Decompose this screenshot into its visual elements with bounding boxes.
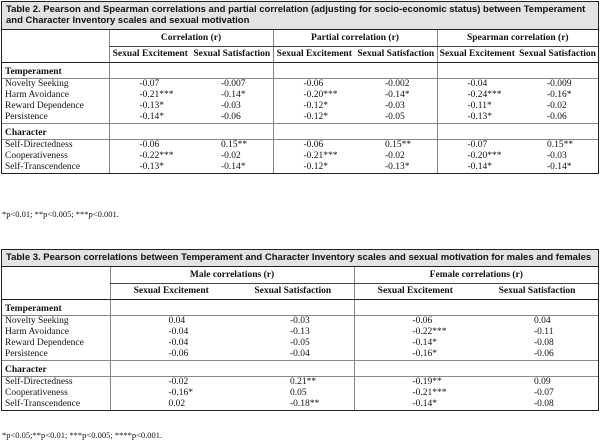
table-cell: -0.22*** (109, 151, 191, 162)
table-cell: -0.16* (547, 90, 572, 100)
table-2-group-header: Correlation (r) (109, 30, 273, 47)
table-cell: -0.04 (110, 327, 232, 338)
table-row (2, 388, 598, 399)
table-cell: -0.08 (534, 399, 554, 409)
section-title: Character (2, 361, 110, 377)
row-label: Cooperativeness (5, 388, 68, 398)
section-title: Temperament (2, 63, 109, 79)
table-cell: 0.15** (221, 140, 248, 150)
table-2-footnote: *p<0.01; **p<0.005; ***p<0.001. (2, 209, 119, 219)
table-cell: -0.06 (221, 112, 241, 122)
row-label: Self-Directedness (5, 140, 73, 150)
table-cell: -0.02 (221, 151, 241, 161)
table-row (2, 151, 598, 162)
table-cell: -0.02 (110, 377, 232, 389)
table-cell: -0.11* (437, 101, 517, 112)
table-3-column-header: Sexual Excitement (354, 284, 476, 300)
table-3-corner (2, 267, 110, 284)
table-cell: -0.04 (290, 349, 310, 359)
table-2-column-header: Sexual Satisfaction (355, 47, 437, 63)
table-3-column-header: Sexual Satisfaction (476, 284, 598, 300)
table-cell: -0.21*** (273, 151, 355, 162)
section-title: Temperament (2, 300, 110, 316)
table-cell: -0.06 (110, 349, 232, 361)
table-row (2, 140, 598, 152)
row-label: Harm Avoidance (5, 90, 69, 100)
table-3-column-header: Sexual Excitement (110, 284, 232, 300)
table-3-footnote: *p<0.05;**p<0.01; ***p<0.005; ****p<0.001. (2, 430, 163, 440)
table-cell: -0.06 (534, 349, 554, 359)
table-3-corner (2, 284, 110, 300)
table-cell: -0.009 (547, 79, 572, 89)
table-cell: -0.03 (221, 101, 241, 111)
table-2-caption: Table 2. Pearson and Spearman correlations and partial correlation (adjusting for socio-economic status) between Temperament and Character Inventory scales and sexual motivation (2, 2, 598, 30)
table-cell: -0.07 (109, 79, 191, 91)
table-cell: -0.21*** (354, 388, 476, 399)
table-cell: -0.007 (221, 79, 246, 89)
table-cell: -0.14* (385, 90, 410, 100)
table-cell: -0.03 (547, 151, 567, 161)
row-label: Reward Dependence (5, 338, 84, 348)
table-2-column-header: Sexual Satisfaction (191, 47, 273, 63)
row-label: Reward Dependence (5, 101, 84, 111)
table-cell: -0.13* (385, 162, 410, 172)
table-cell: -0.05 (290, 338, 310, 348)
table-2-column-header: Sexual Excitement (109, 47, 191, 63)
table-cell: -0.12* (273, 101, 355, 112)
table-cell: -0.07 (534, 388, 554, 398)
table-2-grid (2, 30, 598, 173)
table-cell: -0.03 (290, 316, 310, 326)
table-3 (1, 249, 599, 411)
table-cell: -0.13 (290, 327, 310, 337)
row-label: Persistence (5, 349, 48, 359)
row-label: Cooperativeness (5, 151, 68, 161)
row-label: Novelty Seeking (5, 316, 69, 326)
table-cell: 0.15** (385, 140, 412, 150)
table-cell: -0.14* (221, 90, 246, 100)
table-cell: 0.04 (110, 316, 232, 328)
table-cell: -0.002 (385, 79, 410, 89)
table-cell: -0.06 (354, 316, 476, 328)
table-cell: -0.06 (273, 140, 355, 152)
table-cell: 0.15** (547, 140, 574, 150)
table-cell: -0.14* (437, 162, 517, 173)
table-cell: -0.19** (354, 377, 476, 389)
table-cell: -0.21*** (109, 90, 191, 101)
table-cell: 0.09 (534, 377, 551, 387)
table-row (2, 101, 598, 112)
table-row (2, 399, 598, 410)
table-2-corner (2, 47, 109, 63)
table-cell: -0.13* (109, 101, 191, 112)
table-cell: -0.08 (534, 338, 554, 348)
table-row (2, 327, 598, 338)
table-cell: -0.24*** (437, 90, 517, 101)
table-row (2, 162, 598, 173)
table-row (2, 338, 598, 349)
table-cell: -0.14* (354, 399, 476, 410)
table-cell: -0.04 (437, 79, 517, 91)
row-label: Self-Transcendence (5, 399, 81, 409)
table-cell: -0.07 (437, 140, 517, 152)
table-cell: -0.02 (547, 101, 567, 111)
table-cell: -0.20*** (273, 90, 355, 101)
table-2 (1, 1, 599, 174)
table-2-column-header: Sexual Excitement (273, 47, 355, 63)
table-cell: -0.20*** (437, 151, 517, 162)
table-cell: -0.13* (109, 162, 191, 173)
row-label: Persistence (5, 112, 48, 122)
table-row (2, 349, 598, 361)
table-cell: -0.03 (385, 101, 405, 111)
table-cell: -0.02 (385, 151, 405, 161)
table-2-group-header: Spearman correlation (r) (437, 30, 598, 47)
table-cell: -0.13* (437, 112, 517, 124)
table-cell: -0.06 (273, 79, 355, 91)
table-cell: -0.11 (534, 327, 554, 337)
table-cell: -0.16* (354, 349, 476, 361)
table-row (2, 112, 598, 124)
table-cell: -0.14* (109, 112, 191, 124)
table-3-grid (2, 267, 598, 410)
table-cell: -0.12* (273, 112, 355, 124)
table-row (2, 316, 598, 328)
table-2-column-header: Sexual Satisfaction (517, 47, 598, 63)
table-cell: -0.14* (354, 338, 476, 349)
table-cell: -0.05 (385, 112, 405, 122)
table-cell: 0.05 (290, 388, 307, 398)
table-cell: 0.04 (534, 316, 551, 326)
row-label: Self-Transcendence (5, 162, 81, 172)
table-cell: -0.14* (547, 162, 572, 172)
table-3-group-header: Male correlations (r) (110, 267, 354, 284)
table-cell: -0.22*** (354, 327, 476, 338)
table-cell: 0.21** (290, 377, 317, 387)
table-3-caption: Table 3. Pearson correlations between Temperament and Character Inventory scales and sexual motivation for males and females (2, 250, 598, 267)
table-cell: -0.18** (290, 399, 320, 409)
table-2-column-header: Sexual Excitement (437, 47, 517, 63)
table-row (2, 90, 598, 101)
table-cell: -0.16* (110, 388, 232, 399)
table-3-column-header: Sexual Satisfaction (232, 284, 354, 300)
row-label: Harm Avoidance (5, 327, 69, 337)
table-2-group-header: Partial correlation (r) (273, 30, 437, 47)
table-cell: 0.02 (110, 399, 232, 410)
table-3-group-header: Female correlations (r) (354, 267, 598, 284)
table-row (2, 79, 598, 91)
table-cell: -0.04 (110, 338, 232, 349)
row-label: Self-Directedness (5, 377, 73, 387)
table-2-corner (2, 30, 109, 47)
table-cell: -0.14* (221, 162, 246, 172)
table-cell: -0.12* (273, 162, 355, 173)
row-label: Novelty Seeking (5, 79, 69, 89)
table-cell: -0.06 (547, 112, 567, 122)
table-row (2, 377, 598, 389)
section-title: Character (2, 124, 109, 140)
table-cell: -0.06 (109, 140, 191, 152)
